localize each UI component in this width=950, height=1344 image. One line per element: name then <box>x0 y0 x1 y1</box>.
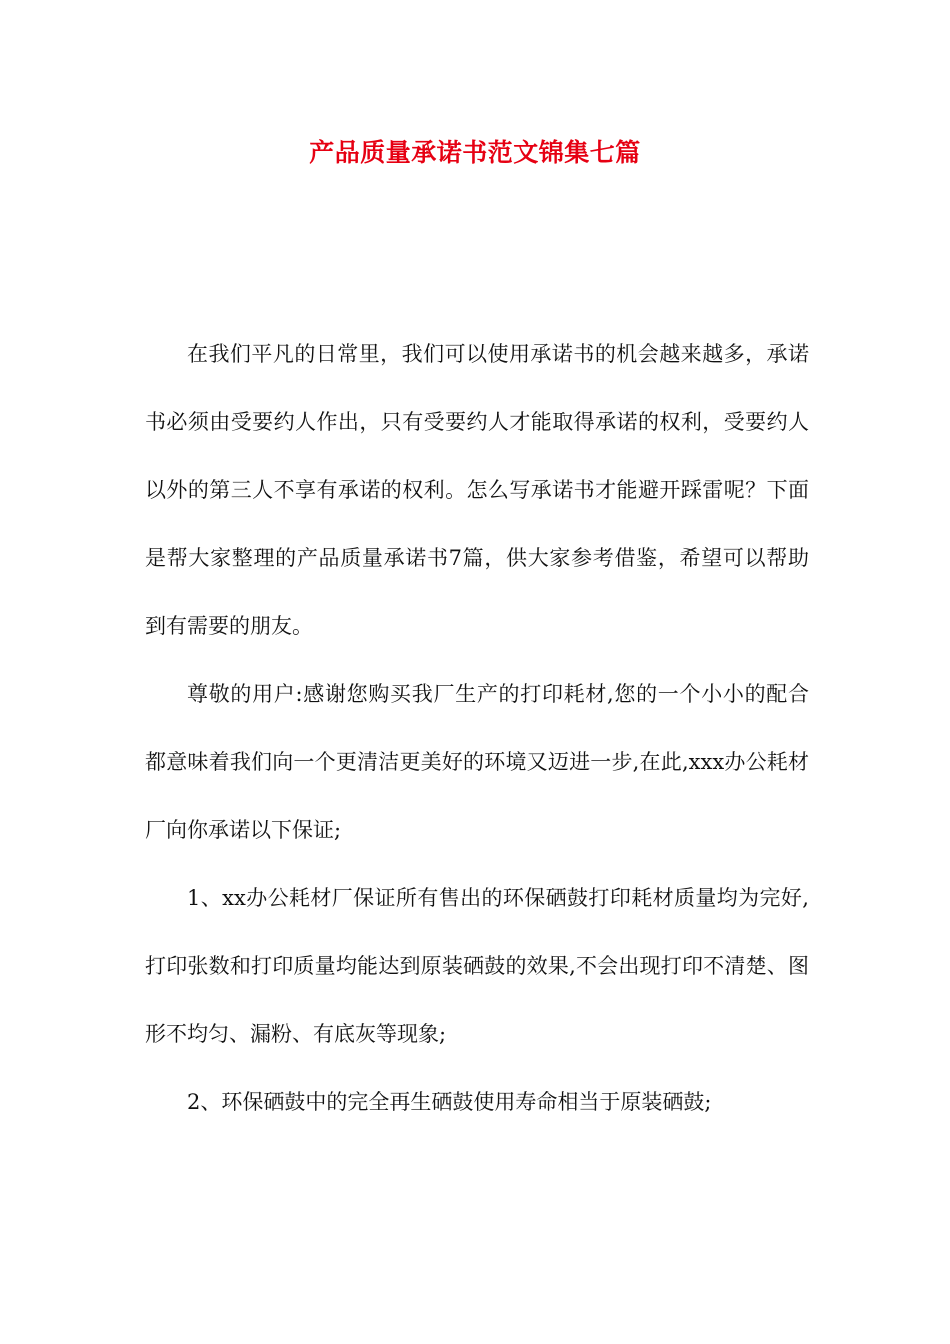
paragraph-item-1: 1、xx办公耗材厂保证所有售出的环保硒鼓打印耗材质量均为完好,打印张数和打印质量均能达到原装硒鼓的效果,不会出现打印不清楚、图形不均匀、漏粉、有底灰等现象; <box>145 886 809 1046</box>
paragraph-intro: 在我们平凡的日常里，我们可以使用承诺书的机会越来越多，承诺书必须由受要约人作出，只有受要约人才能取得承诺的权利，受要约人以外的第三人不享有承诺的权利。怎么写承诺书才能避开踩雷呢？下面是帮大家整理的产品质量承诺书7篇，供大家参考借鉴，希望可以帮助到有需要的朋友。 <box>145 342 809 638</box>
document-title: 产品质量承诺书范文锦集七篇 <box>309 138 641 167</box>
paragraph-item-2: 2、环保硒鼓中的完全再生硒鼓使用寿命相当于原装硒鼓; <box>187 1090 712 1114</box>
paragraph-greeting: 尊敬的用户:感谢您购买我厂生产的打印耗材,您的一个小小的配合都意味着我们向一个更清洁更美好的环境又迈进一步,在此,xxx办公耗材厂向你承诺以下保证; <box>145 682 809 842</box>
document-body <box>145 320 809 1136</box>
